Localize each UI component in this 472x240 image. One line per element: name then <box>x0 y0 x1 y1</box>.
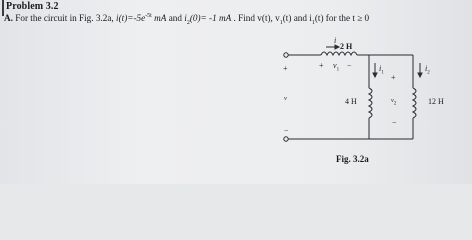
label-current-i: i <box>334 36 337 45</box>
condition-i2-sub: 2 <box>186 19 190 26</box>
label-v-plus: + <box>283 64 288 73</box>
label-v-minus: − <box>284 126 289 135</box>
label-current-i2: $i_2$ <box>425 64 430 76</box>
condition-i2: i <box>184 13 187 24</box>
arrow-i-head <box>335 45 339 49</box>
label-inductor-4h: 4 H <box>345 97 357 106</box>
label-current-i1: $i_1$ <box>379 64 384 76</box>
statement-text-3: . Find <box>231 13 258 24</box>
part-label: A. <box>4 13 13 24</box>
label-inductor-2h: 2 H <box>340 42 353 51</box>
terminal-top <box>284 53 288 57</box>
statement-text-2: and <box>166 13 185 24</box>
condition-i-exponent: -5t <box>145 13 152 19</box>
figure-caption: Fig. 3.2a <box>336 154 369 164</box>
condition-i-unit: mA <box>151 13 167 24</box>
find-list-sub: 1 <box>279 19 283 26</box>
problem-heading: Problem 3.2 <box>6 1 59 12</box>
label-v1-minus: − <box>347 61 352 70</box>
label-inductor-12h: 12 H <box>428 97 444 106</box>
terminal-bottom <box>284 137 288 141</box>
label-v1: $v_1$ <box>333 61 340 73</box>
label-v2-plus: + <box>391 73 396 82</box>
arrow-i1-head <box>373 73 377 77</box>
label-v: v <box>284 95 287 102</box>
inductor-12h-coil <box>413 88 416 118</box>
arrow-i2-head <box>418 73 422 77</box>
label-v1-plus: + <box>319 61 324 70</box>
find-list-rest2: (t) for the t ≥ 0 <box>314 13 370 24</box>
condition-i: i(t)=-5e <box>116 13 146 24</box>
label-v2-minus: − <box>392 118 397 127</box>
condition-i2-rest: (0)= -1 mA <box>189 13 232 24</box>
find-list: v(t), v <box>257 13 280 24</box>
find-list-rest: (t) and i <box>282 13 312 24</box>
statement-text-1: For the circuit in Fig. 3.2a, <box>12 13 117 24</box>
label-v2: $v_2$ <box>391 97 397 107</box>
find-list-sub2: 1 <box>311 19 315 26</box>
inductor-2h-coil <box>321 52 357 55</box>
inductor-4h-coil <box>369 88 372 118</box>
